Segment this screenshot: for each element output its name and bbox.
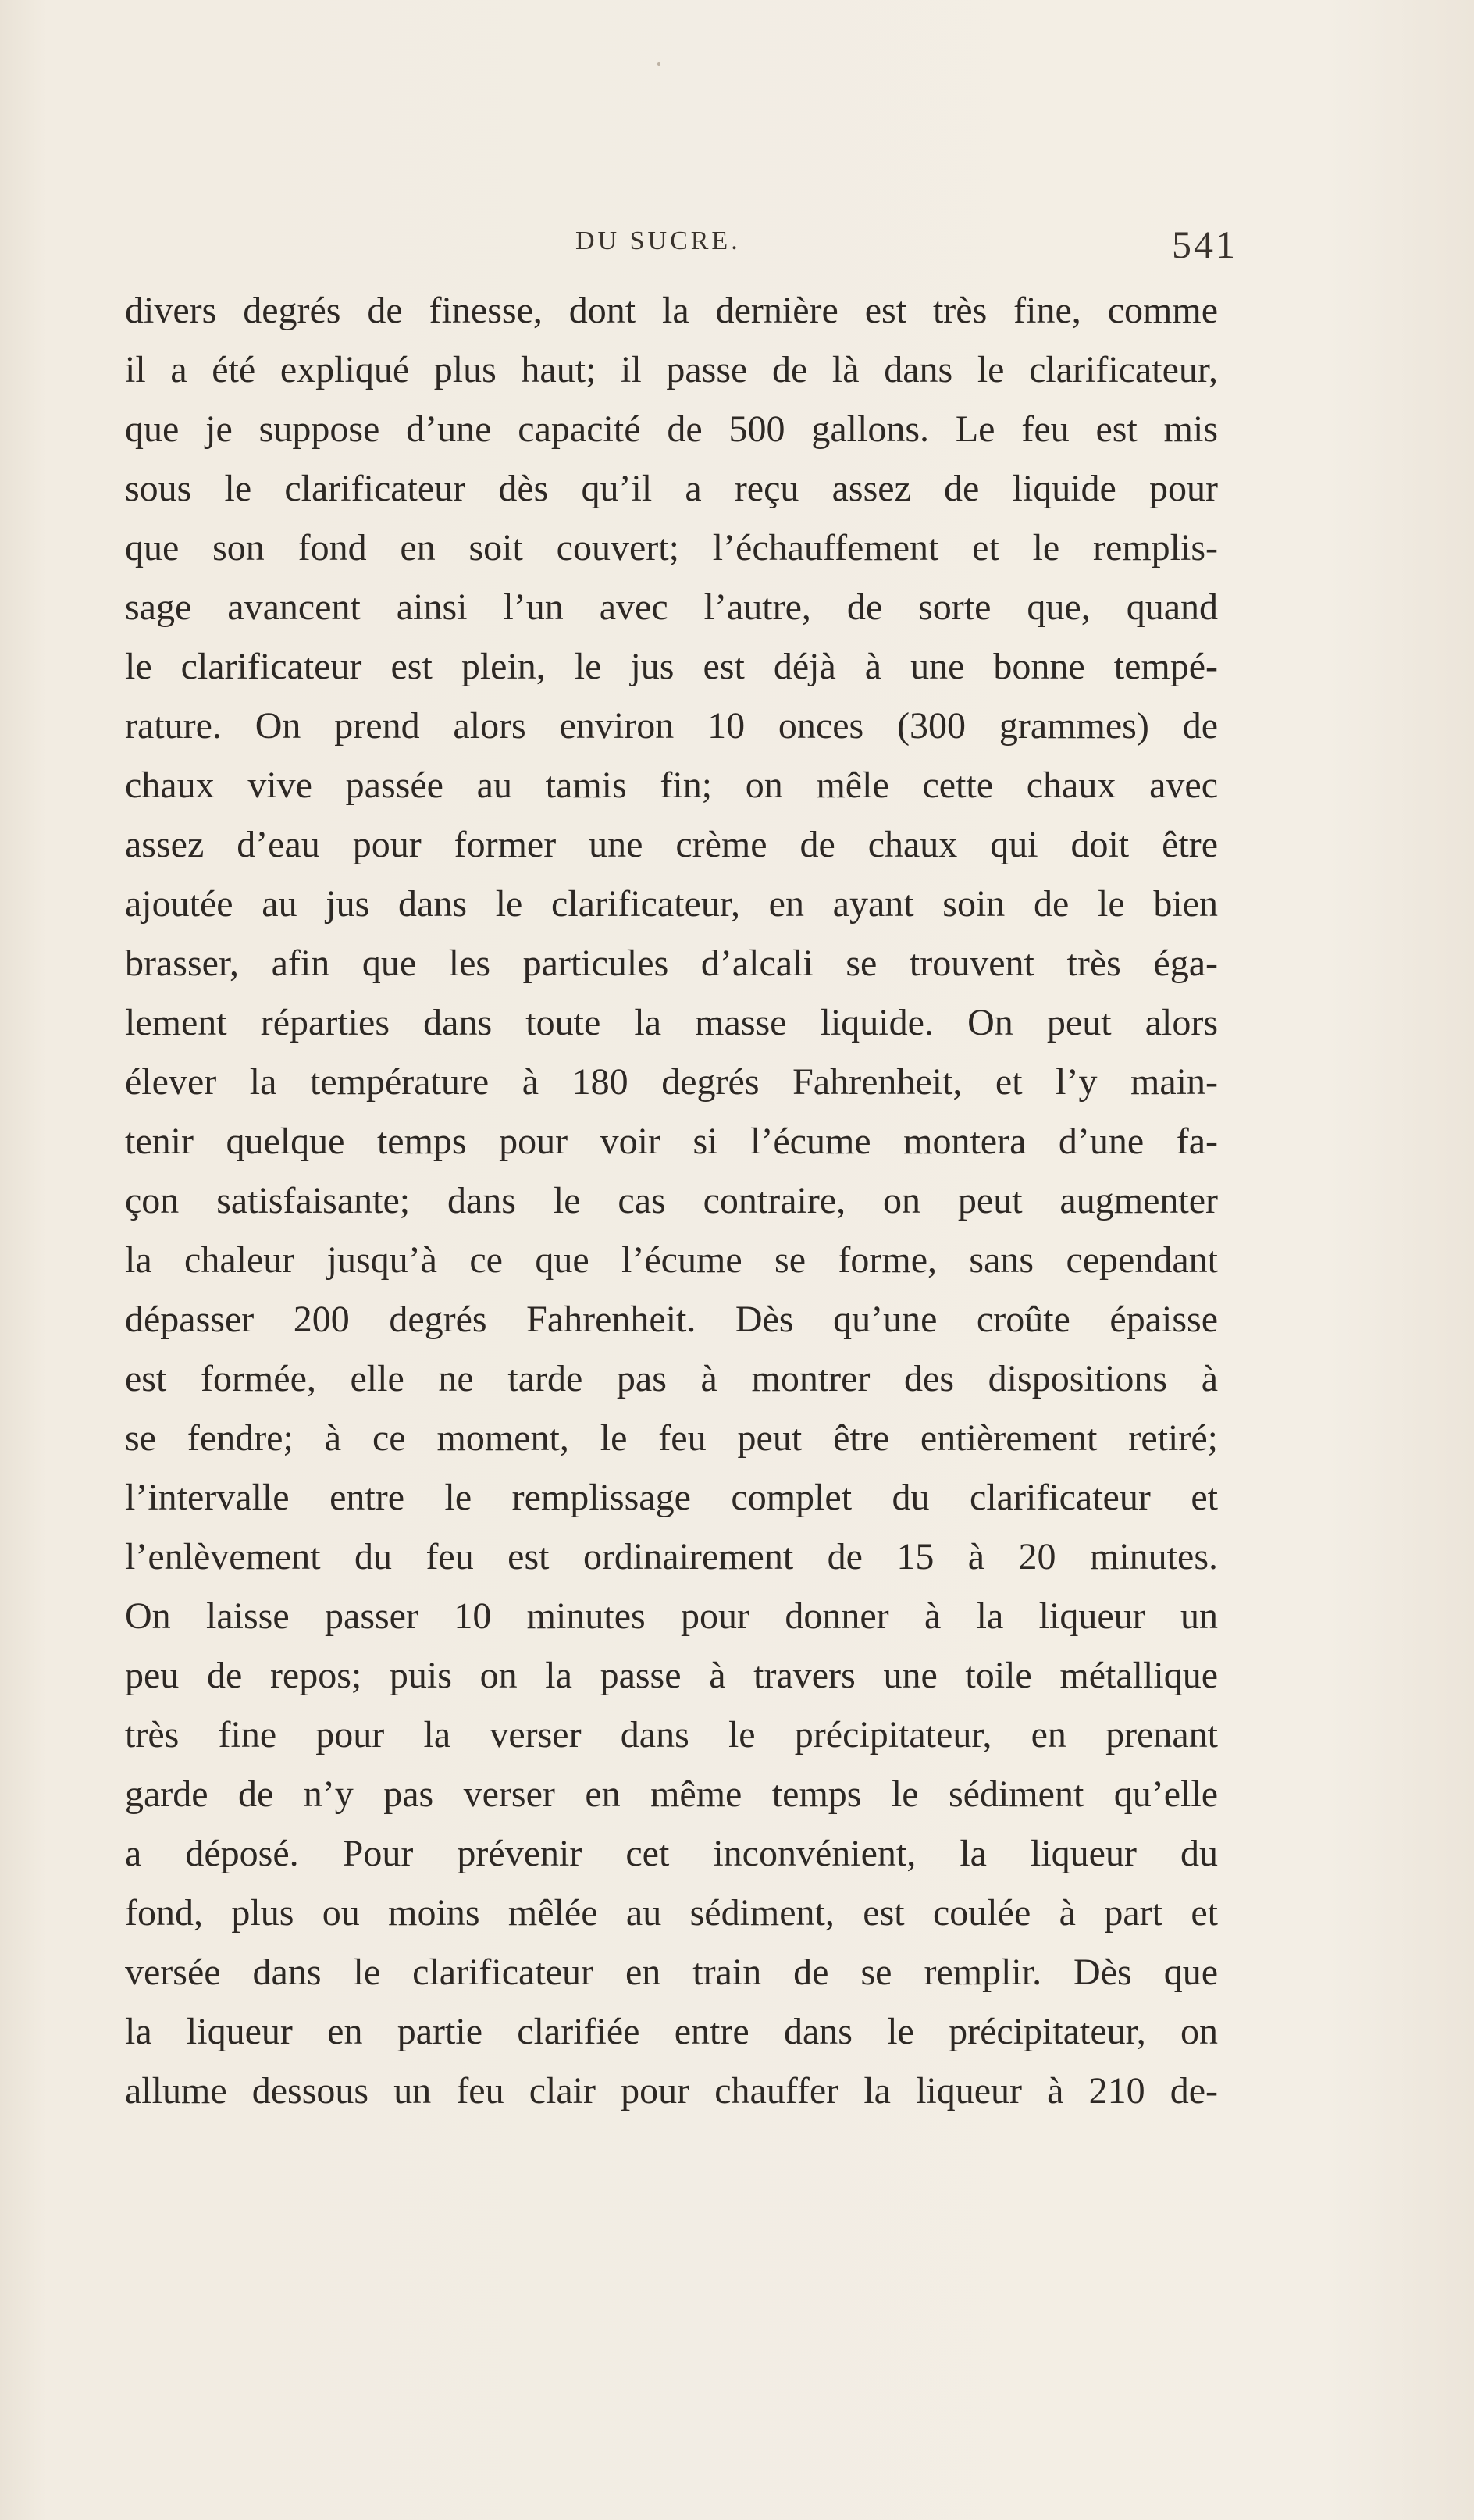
text-line-27: a déposé. Pour prévenir cet inconvénient, la liqueur du (125, 1833, 1218, 1874)
paper-speck (657, 62, 660, 66)
text-line-15: tenir quelque temps pour voir si l’écume montera d’une fa- (125, 1121, 1218, 1162)
text-line-26: garde de n’y pas verser en même temps le sédiment qu’elle (125, 1773, 1218, 1815)
text-line-10: assez d’eau pour former une crème de chaux qui doit être (125, 824, 1218, 865)
text-line-16: çon satisfaisante; dans le cas contraire, on peut augmenter (125, 1180, 1218, 1221)
text-line-4: sous le clarificateur dès qu’il a reçu assez de liquide pour (125, 468, 1218, 509)
text-line-3: que je suppose d’une capacité de 500 gallons. Le feu est mis (125, 408, 1218, 450)
text-line-13: lement réparties dans toute la masse liquide. On peut alors (125, 1002, 1218, 1043)
body-text (125, 281, 1218, 2121)
text-line-6: sage avancent ainsi l’un avec l’autre, de sorte que, quand (125, 586, 1218, 628)
text-line-23: On laisse passer 10 minutes pour donner à la liqueur un (125, 1595, 1218, 1637)
text-line-12: brasser, afin que les particules d’alcali se trouvent très éga- (125, 943, 1218, 984)
text-line-20: se fendre; à ce moment, le feu peut être entièrement retiré; (125, 1417, 1218, 1459)
text-line-2: il a été expliqué plus haut; il passe de là dans le clarificateur, (125, 349, 1218, 390)
running-title: DU SUCRE. (575, 226, 741, 255)
page-header (125, 223, 1237, 273)
text-line-22: l’enlèvement du feu est ordinairement de 15 à 20 minutes. (125, 1536, 1218, 1577)
text-line-25: très fine pour la verser dans le précipitateur, en prenant (125, 1714, 1218, 1755)
text-line-28: fond, plus ou moins mêlée au sédiment, est coulée à part et (125, 1892, 1218, 1934)
text-line-7: le clarificateur est plein, le jus est déjà à une bonne tempé- (125, 646, 1218, 687)
text-line-30: la liqueur en partie clarifiée entre dans le précipitateur, on (125, 2011, 1218, 2052)
text-line-14: élever la température à 180 degrés Fahrenheit, et l’y main- (125, 1061, 1218, 1103)
text-line-29: versée dans le clarificateur en train de se remplir. Dès que (125, 1951, 1218, 1993)
page-number: 541 (1172, 223, 1237, 266)
text-line-8: rature. On prend alors environ 10 onces (300 grammes) de (125, 705, 1218, 747)
text-line-17: la chaleur jusqu’à ce que l’écume se forme, sans cependant (125, 1239, 1218, 1281)
text-line-31: allume dessous un feu clair pour chauffer la liqueur à 210 de- (125, 2070, 1218, 2112)
text-line-19: est formée, elle ne tarde pas à montrer des dispositions à (125, 1358, 1218, 1399)
text-line-21: l’intervalle entre le remplissage complet du clarificateur et (125, 1477, 1218, 1518)
text-line-24: peu de repos; puis on la passe à travers une toile métallique (125, 1655, 1218, 1696)
text-line-18: dépasser 200 degrés Fahrenheit. Dès qu’une croûte épaisse (125, 1299, 1218, 1340)
text-line-1: divers degrés de finesse, dont la dernière est très fine, comme (125, 290, 1218, 331)
text-line-11: ajoutée au jus dans le clarificateur, en ayant soin de le bien (125, 883, 1218, 925)
text-line-5: que son fond en soit couvert; l’échauffement et le remplis- (125, 527, 1218, 569)
text-line-9: chaux vive passée au tamis fin; on mêle cette chaux avec (125, 765, 1218, 806)
